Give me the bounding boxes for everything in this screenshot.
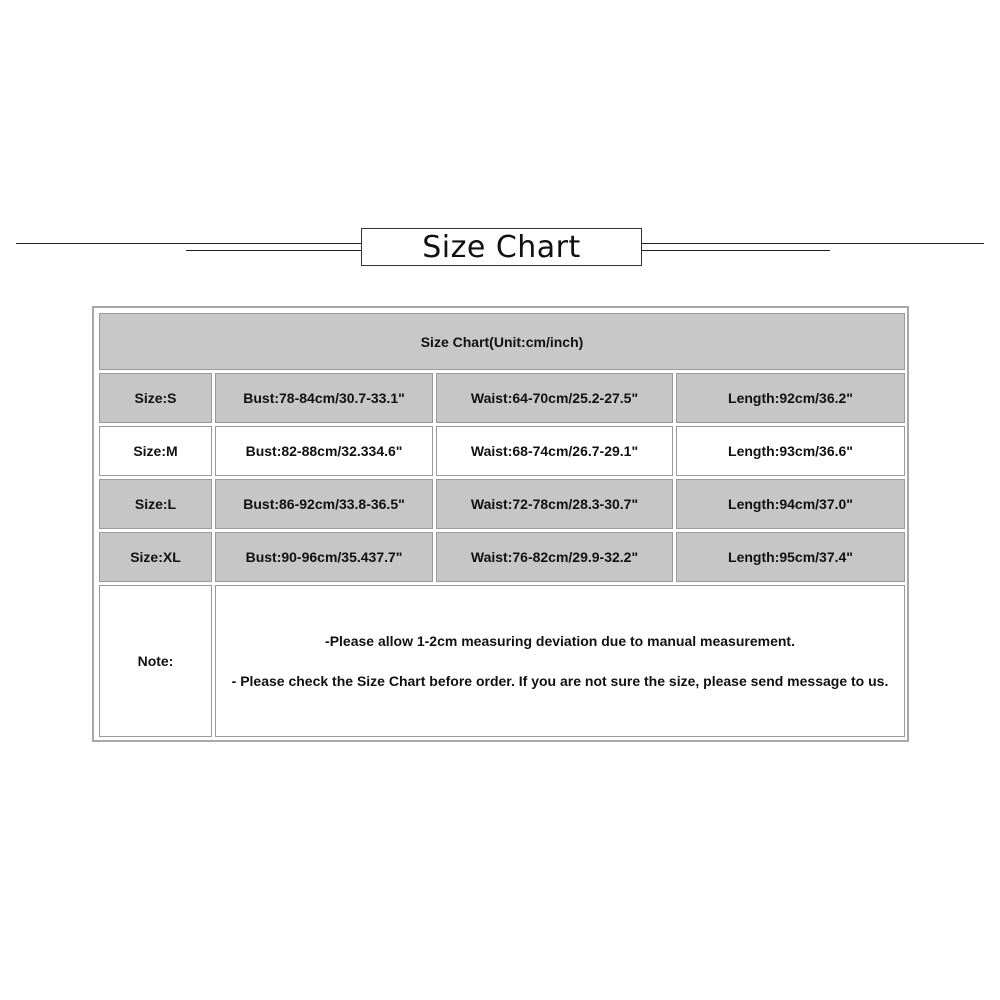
- divider-line: [642, 243, 984, 244]
- waist-cell: Waist:68-74cm/26.7-29.1": [436, 426, 673, 476]
- table-row: [99, 532, 905, 582]
- table-header-row: [99, 313, 905, 370]
- size-cell: Size:S: [99, 373, 212, 423]
- size-cell: Size:M: [99, 426, 212, 476]
- bust-cell: Bust:90-96cm/35.437.7": [215, 532, 433, 582]
- waist-cell: Waist:72-78cm/28.3-30.7": [436, 479, 673, 529]
- note-label: Note:: [99, 585, 212, 737]
- size-cell: Size:XL: [99, 532, 212, 582]
- divider-line: [642, 250, 830, 251]
- table-row: [99, 479, 905, 529]
- page-title: Size Chart: [422, 229, 581, 265]
- waist-cell: Waist:76-82cm/29.9-32.2": [436, 532, 673, 582]
- table-row: [99, 426, 905, 476]
- size-chart-banner: [0, 226, 1000, 268]
- length-cell: Length:92cm/36.2": [676, 373, 905, 423]
- bust-cell: Bust:86-92cm/33.8-36.5": [215, 479, 433, 529]
- length-cell: Length:94cm/37.0": [676, 479, 905, 529]
- title-box: [361, 228, 642, 266]
- bust-cell: Bust:78-84cm/30.7-33.1": [215, 373, 433, 423]
- size-table-frame: [92, 306, 909, 742]
- length-cell: Length:93cm/36.6": [676, 426, 905, 476]
- note-line: -Please allow 1-2cm measuring deviation due to manual measurement.: [325, 633, 795, 649]
- divider-line: [186, 250, 361, 251]
- length-cell: Length:95cm/37.4": [676, 532, 905, 582]
- note-content: [215, 585, 905, 737]
- note-row: [99, 585, 905, 737]
- table-header: Size Chart(Unit:cm/inch): [99, 313, 905, 370]
- note-line: - Please check the Size Chart before order. If you are not sure the size, please send message to us.: [231, 673, 889, 689]
- size-table: [96, 310, 908, 740]
- bust-cell: Bust:82-88cm/32.334.6": [215, 426, 433, 476]
- divider-line: [16, 243, 361, 244]
- size-cell: Size:L: [99, 479, 212, 529]
- table-row: [99, 373, 905, 423]
- waist-cell: Waist:64-70cm/25.2-27.5": [436, 373, 673, 423]
